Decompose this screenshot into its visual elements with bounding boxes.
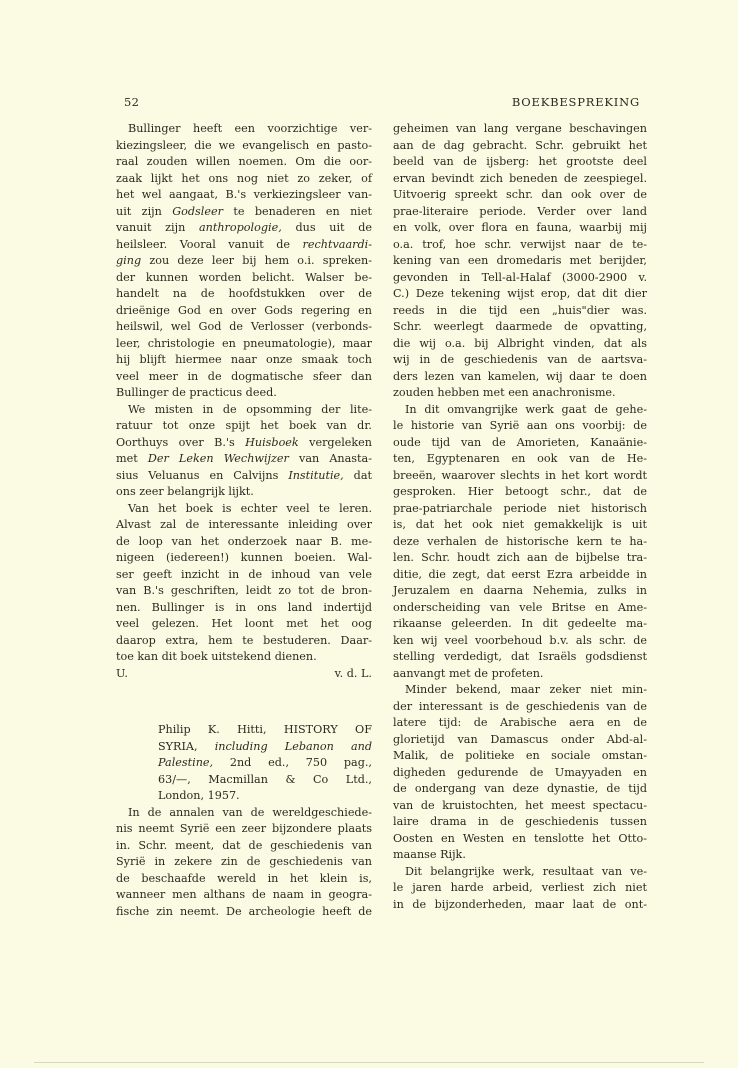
- text-line: wij in de geschiedenis van de aartsva-: [393, 353, 647, 366]
- text-line: kiezingsleer, die we evangelisch en pasto-: [116, 138, 372, 152]
- text-line: stelling verdedigt, dat Israëls godsdienst: [393, 650, 647, 663]
- text-line: drieënige God en over Gods regering en: [116, 303, 372, 317]
- text-line: Malik, de politieke en sociale omstan-: [393, 749, 647, 762]
- text-line: aan de dag gebracht. Schr. gebruikt het: [393, 138, 647, 152]
- text-line: aanvangt met de profeten.: [393, 666, 544, 680]
- text-line: C.) Deze tekening wijst erop, dat dit dier: [393, 287, 647, 300]
- right-column: [393, 121, 647, 913]
- text-line: ders lezen van kamelen, wij daar te doen: [393, 369, 647, 383]
- text-line: die wij o.a. bij Albright vinden, dat als: [393, 336, 647, 350]
- text-line: prae-literaire periode. Verder over land: [393, 204, 647, 218]
- review-paragraph-5: [393, 121, 647, 402]
- text-line: met Der Leken Wechwijzer van Anastа-: [116, 452, 372, 465]
- text-line: in de bijzonderheden, maar laat de ont-: [393, 897, 647, 911]
- text-line: wanneer men althans de naam in geogra-: [116, 888, 372, 901]
- signature-name: v. d. L.: [334, 666, 372, 680]
- text-line: ervan bevindt zich beneden de zeespiegel.: [393, 171, 647, 185]
- text-line: fische zin neemt. De archeologie heeft de: [116, 904, 372, 918]
- text-line: zaak lijkt het ons nog niet zo zeker, of: [116, 171, 372, 185]
- text-line: Bullinger de practicus deed.: [116, 386, 277, 399]
- text-line: de ondergang van deze dynastie, de tijd: [393, 782, 647, 795]
- text-line: o.a. trof, hoe schr. verwijst naar de te-: [393, 237, 647, 251]
- review-paragraph-2: [116, 402, 372, 501]
- text-line: vanuit zijn anthropologie, dus uit de: [116, 221, 372, 234]
- text-line: Schr. weerlegt daarmede de opvatting,: [393, 320, 647, 333]
- text-line: latere tijd: de Arabische aera en de: [393, 716, 647, 729]
- text-line: en volk, over flora en fauna, waarbij mij: [393, 221, 647, 234]
- left-column: [116, 121, 372, 920]
- text-line: leer, christologie en pneumatologie), maar: [116, 336, 372, 350]
- text-line: beeld van de ijsberg: het grootste deel: [393, 155, 647, 168]
- text-line: veel gelezen. Het loont met het oog: [116, 617, 372, 630]
- review-paragraph-8: [393, 864, 647, 914]
- text-line: der interessant is de geschiedenis van de: [393, 699, 647, 713]
- text-line: nis neemt Syrië een zeer bijzondere plaats: [116, 822, 372, 835]
- text-line: gesproken. Hier betoogt schr., dat de: [393, 485, 647, 498]
- signature-initial: U.: [116, 666, 128, 680]
- text-line: ging zou deze leer bij hem o.i. spreken-: [116, 254, 372, 267]
- text-line: Oosten en Westen en tenslotte het Otto-: [393, 831, 647, 845]
- text-line: toe kan dit boek uitstekend dienen.: [116, 650, 317, 663]
- text-line: prae-patriarchale periode niet historisch: [393, 501, 647, 515]
- text-line: van de kruistochten, het meest spectacu-: [393, 798, 647, 812]
- text-line: SYRIA, including Lebanon and: [158, 739, 372, 753]
- review-paragraph-7: [393, 682, 647, 864]
- text-line: le jaren harde arbeid, verliest zich niet: [393, 881, 647, 894]
- text-line: glorietijd van Damascus onder Abd-al-: [393, 732, 647, 746]
- text-line: Syrië in zekere zin de geschiedenis van: [116, 855, 372, 868]
- text-line: In de annalen van de wereldgeschiede-: [128, 805, 372, 819]
- text-line: ditie, die zegt, dat eerst Ezra arbeidde in: [393, 567, 647, 581]
- text-line: Alvast zal de interessante inleiding over: [116, 518, 372, 531]
- text-line: Jeruzalem en daarna Nehemia, zulks in: [393, 584, 647, 597]
- text-line: daarop extra, hem te bestuderen. Daar-: [116, 633, 372, 647]
- text-line: Minder bekend, maar zeker niet min-: [405, 683, 647, 696]
- text-line: nigeen (iedereen!) kunnen boeien. Wal-: [116, 551, 372, 564]
- scan-edge-divider: [34, 1062, 704, 1063]
- text-line: Philip K. Hitti, HISTORY OF: [158, 723, 372, 736]
- text-line: Uitvoerig spreekt schr. dan ook over de: [393, 188, 647, 201]
- text-line: Bullinger heeft een voorzichtige ver-: [128, 122, 372, 135]
- text-line: sius Veluanus en Calvijns Institutie, dat: [116, 468, 372, 482]
- text-line: Van het boek is echter veel te leren.: [128, 501, 372, 515]
- page-number: 52: [124, 95, 140, 109]
- text-line: ons zeer belangrijk lijkt.: [116, 485, 254, 498]
- text-line: ten, Egyptenaren en ook van de He-: [393, 452, 647, 465]
- text-line: deze verhalen de historische kern te ha-: [393, 534, 647, 548]
- bibliographic-entry: [116, 722, 372, 805]
- text-line: breeën, waarover slechts in het kort wordt: [393, 468, 647, 482]
- text-line: kening van een dromedaris met berijder,: [393, 254, 647, 267]
- text-line: Palestine, 2nd ed., 750 pag.,: [158, 756, 372, 769]
- text-line: handelt na de hoofdstukken over de: [116, 287, 372, 300]
- review-paragraph-6: [393, 402, 647, 683]
- text-line: heilswil, wel God de Verlosser (verbonds-: [116, 320, 372, 333]
- text-line: de loop van het onderzoek naar B. me-: [116, 534, 372, 548]
- text-line: gevonden in Tell-al-Halaf (3000-2900 v.: [393, 270, 647, 284]
- text-line: van B.'s geschriften, leidt zo tot de bron-: [116, 584, 372, 597]
- text-line: oude tijd van de Amorieten, Kanaänie-: [393, 435, 647, 449]
- text-line: len. Schr. houdt zich aan de bijbelse tra-: [393, 551, 647, 564]
- text-line: digheden gedurende de Umayyaden en: [393, 765, 647, 779]
- text-line: Oorthuys over B.'s Huisboek vergeleken: [116, 435, 373, 449]
- text-line: het wel aangaat, B.'s verkiezingsleer van-: [116, 188, 372, 201]
- text-line: maanse Rijk.: [393, 848, 466, 861]
- text-line: 63/—, Macmillan & Co Ltd.,: [158, 772, 372, 786]
- reviewer-signature: [116, 666, 372, 683]
- text-line: laire drama in de geschiedenis tussen: [393, 815, 647, 828]
- text-line: heilsleer. Vooral vanuit de rechtvaardi-: [116, 237, 372, 251]
- review-paragraph-4: [116, 805, 372, 921]
- text-line: der kunnen worden belicht. Walser be-: [116, 270, 372, 284]
- text-line: veel meer in de dogmatische sfeer dan: [116, 369, 372, 383]
- text-line: is, dat het ook niet gemakkelijk is uit: [393, 518, 647, 531]
- text-line: zouden hebben met een anachronisme.: [393, 386, 616, 399]
- text-line: ratuur tot onze spijt het boek van dr.: [116, 419, 372, 432]
- text-line: London, 1957.: [158, 789, 240, 802]
- text-line: rikaanse geleerden. In dit gedeelte ma-: [393, 617, 647, 630]
- text-line: We misten in de opsomming der lite-: [128, 402, 372, 416]
- text-line: uit zijn Godsleer te benaderen en niet: [116, 204, 372, 218]
- text-line: ser geeft inzicht in de inhoud van vele: [116, 567, 372, 581]
- text-line: raal zouden willen noemen. Om die oor-: [116, 155, 372, 168]
- text-line: geheimen van lang vergane beschavingen: [393, 122, 647, 135]
- review-paragraph-3: [116, 501, 372, 666]
- review-paragraph-1: [116, 121, 372, 402]
- text-line: in. Schr. meent, dat de geschiedenis van: [116, 838, 372, 852]
- running-head: BOEKBESPREKING: [511, 95, 640, 109]
- text-line: nen. Bullinger is in ons land indertijd: [116, 600, 372, 614]
- text-line: onderscheiding van vele Britse en Ame-: [393, 600, 647, 614]
- text-line: de beschaafde wereld in het klein is,: [116, 871, 372, 885]
- text-line: Dit belangrijke werk, resultaat van ve-: [405, 864, 647, 878]
- text-line: le historie van Syrië aan ons voorbij: de: [393, 419, 647, 432]
- text-line: ken wij veel voorbehoud b.v. als schr. de: [393, 633, 647, 647]
- text-line: hij blijft hiermee naar onze smaak toch: [116, 353, 372, 366]
- text-line: reeds in die tijd een „huis"dier was.: [393, 303, 647, 317]
- text-line: In dit omvangrijke werk gaat de gehe-: [405, 402, 647, 416]
